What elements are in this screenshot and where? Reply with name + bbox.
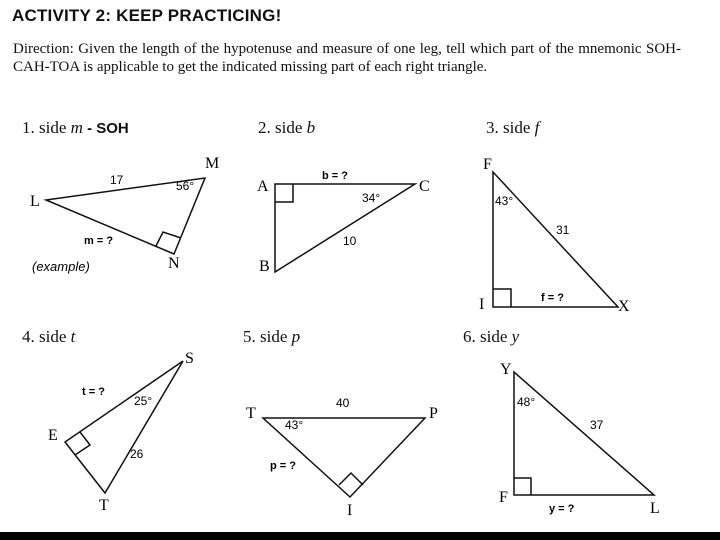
vertex-1-a: L: [30, 193, 40, 210]
triangle-4: [65, 361, 183, 493]
vertex-4-a: S: [185, 350, 194, 367]
label-6-side: 37: [590, 418, 604, 432]
item-3-label: 3. side f: [486, 118, 540, 137]
bottom-border: [0, 532, 720, 540]
label-6-unknown: y = ?: [549, 503, 575, 515]
label-2-unknown: b = ?: [322, 170, 348, 182]
vertex-4-c: T: [99, 497, 109, 514]
triangle-6: [514, 372, 654, 495]
label-3-side: 31: [556, 223, 570, 237]
right-angle-mark-5: [339, 473, 363, 485]
vertex-5-a: T: [246, 405, 256, 422]
right-angle-mark-1: [156, 232, 181, 246]
vertex-4-b: E: [48, 427, 58, 444]
item-1-answer: - SOH: [82, 120, 129, 137]
vertex-2-b: C: [419, 178, 430, 195]
vertex-5-b: P: [429, 405, 438, 422]
label-4-side: 26: [130, 447, 144, 461]
triangle-3: [493, 172, 618, 307]
label-5-unknown: p = ?: [270, 460, 296, 472]
vertex-3-a: F: [483, 156, 492, 173]
vertex-6-a: Y: [500, 361, 512, 378]
vertex-3-b: I: [479, 296, 485, 313]
activity-title: ACTIVITY 2: KEEP PRACTICING!: [12, 6, 282, 25]
vertex-6-c: L: [650, 500, 660, 517]
vertex-5-c: I: [347, 502, 353, 519]
label-2-side: 10: [343, 234, 357, 248]
vertex-2-a: A: [257, 178, 269, 195]
vertex-6-b: F: [499, 489, 508, 506]
item-6-label: 6. side y: [463, 327, 520, 346]
vertex-2-c: B: [259, 258, 270, 275]
item-1-label: 1. side m - SOH: [22, 118, 129, 137]
label-5-side: 40: [336, 396, 350, 410]
right-angle-mark-6: [514, 478, 531, 495]
label-1-angle: 56°: [176, 179, 195, 193]
item-5-label: 5. side p: [243, 327, 301, 346]
label-4-unknown: t = ?: [82, 386, 105, 398]
triangle-2: [275, 184, 415, 272]
vertex-3-c: X: [618, 298, 630, 315]
label-6-angle: 48°: [517, 395, 536, 409]
item-2-label: 2. side b: [258, 118, 316, 137]
label-1-side: 17: [110, 173, 124, 187]
directions-text: Direction: Given the length of the hypotenuse and measure of one leg, tell which part of the mnemonic SOH-CAH-TOA is applicable to get the indicated missing part of each right triangle.: [13, 41, 681, 75]
label-5-angle: 43°: [285, 418, 304, 432]
vertex-1-c: N: [168, 255, 180, 272]
label-1-unknown: m = ?: [84, 235, 114, 247]
label-1-note: (example): [32, 259, 90, 274]
label-3-unknown: f = ?: [541, 292, 564, 304]
right-angle-mark-4: [75, 432, 90, 455]
label-2-angle: 34°: [362, 191, 381, 205]
vertex-1-b: M: [205, 155, 220, 172]
label-4-angle: 25°: [134, 394, 153, 408]
item-4-label: 4. side t: [22, 327, 76, 346]
label-3-angle: 43°: [495, 194, 514, 208]
right-angle-mark-2: [275, 184, 293, 202]
right-angle-mark-3: [493, 289, 511, 307]
